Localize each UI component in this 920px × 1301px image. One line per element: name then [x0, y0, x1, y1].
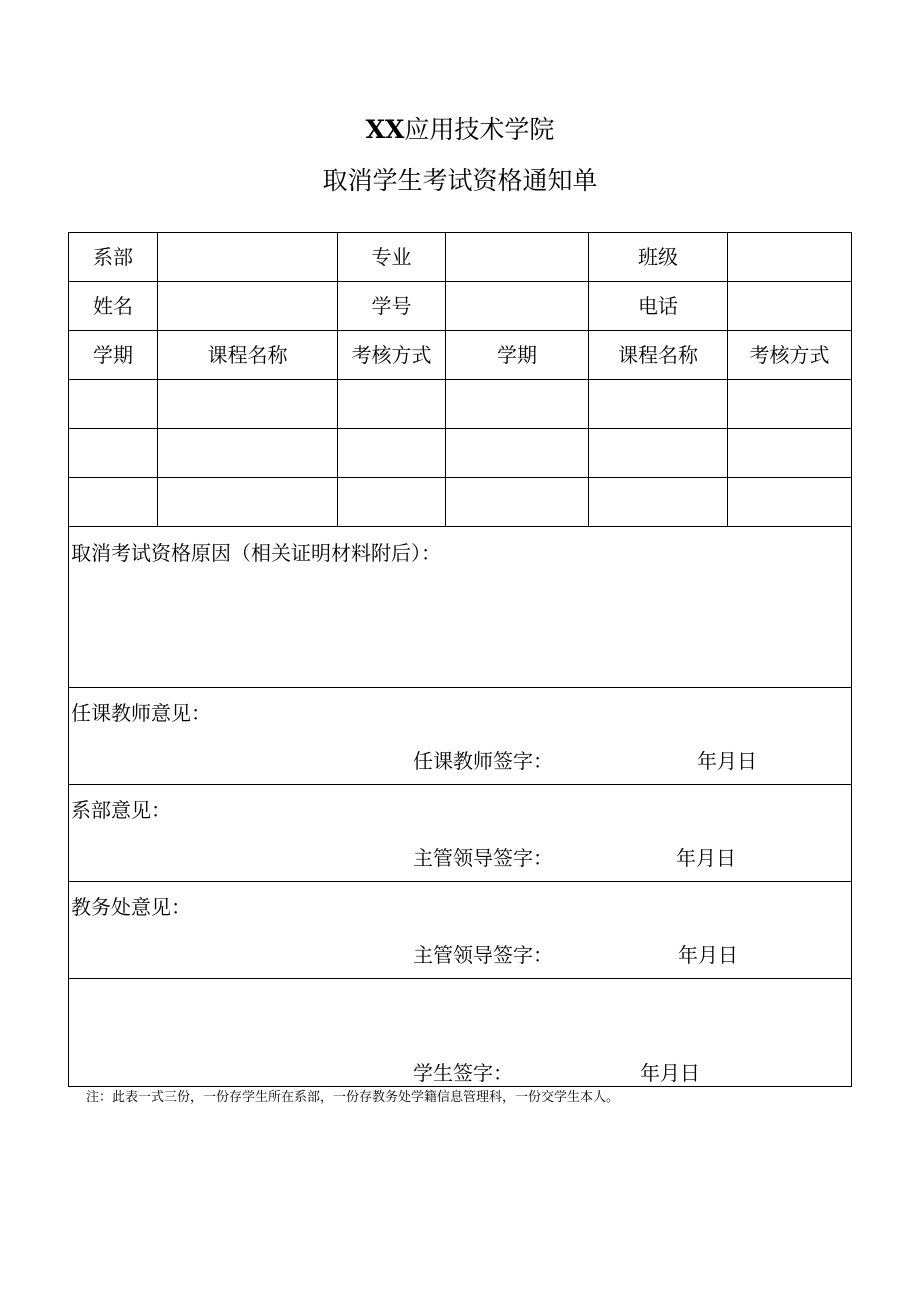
course-row[interactable]: [69, 380, 851, 428]
teacher-opinion-label: 任课教师意见：: [71, 701, 211, 725]
department-label: 系部: [93, 245, 133, 269]
major-label: 专业: [371, 245, 412, 269]
major-field[interactable]: [446, 233, 588, 281]
footer-note: 注：此表一式三份，一份存学生所在系部，一份存教务处学籍信息管理科，一份交学生本人。: [86, 1090, 620, 1105]
term-header: 学期: [497, 343, 537, 367]
student-id-label: 学号: [371, 294, 412, 318]
academic-affairs-opinion-label: 教务处意见：: [71, 895, 191, 919]
teacher-signature-label: 任课教师签字：: [413, 749, 553, 773]
title-institution: 应用技术学院: [404, 115, 555, 144]
department-field[interactable]: [158, 233, 337, 281]
section-divider: [69, 881, 851, 882]
page-title: [0, 112, 920, 148]
phone-label: 电话: [638, 294, 678, 318]
term-header: 学期: [93, 343, 133, 367]
department-opinion-label: 系部意见：: [71, 798, 171, 822]
class-label: 班级: [638, 245, 678, 269]
course-name-header: 课程名称: [207, 343, 288, 367]
notification-form: [68, 232, 852, 1087]
reason-label: 取消考试资格原因（相关证明材料附后）：: [71, 541, 441, 565]
department-signature-label: 主管领导签字：: [413, 846, 553, 870]
academic-affairs-signature-label: 主管领导签字：: [413, 943, 553, 967]
department-date-label: 年月日: [676, 846, 736, 870]
name-field[interactable]: [158, 282, 337, 330]
name-label: 姓名: [93, 294, 133, 318]
section-divider: [69, 978, 851, 979]
reason-field[interactable]: [69, 569, 851, 687]
course-row[interactable]: [69, 429, 851, 477]
teacher-date-label: 年月日: [697, 749, 757, 773]
student-date-label: 年月日: [640, 1061, 700, 1085]
title-prefix: XX: [365, 115, 405, 144]
student-signature-label: 学生签字：: [413, 1061, 513, 1085]
assessment-method-header: 考核方式: [351, 343, 432, 367]
section-divider: [69, 784, 851, 785]
assessment-method-header: 考核方式: [749, 343, 830, 367]
course-name-header: 课程名称: [618, 343, 698, 367]
student-id-field[interactable]: [446, 282, 588, 330]
row-divider: [69, 526, 851, 527]
class-field[interactable]: [728, 233, 851, 281]
academic-affairs-date-label: 年月日: [678, 943, 738, 967]
section-divider: [69, 687, 851, 688]
course-row[interactable]: [69, 478, 851, 526]
phone-field[interactable]: [728, 282, 851, 330]
form-title: 取消学生考试资格通知单: [322, 166, 598, 195]
